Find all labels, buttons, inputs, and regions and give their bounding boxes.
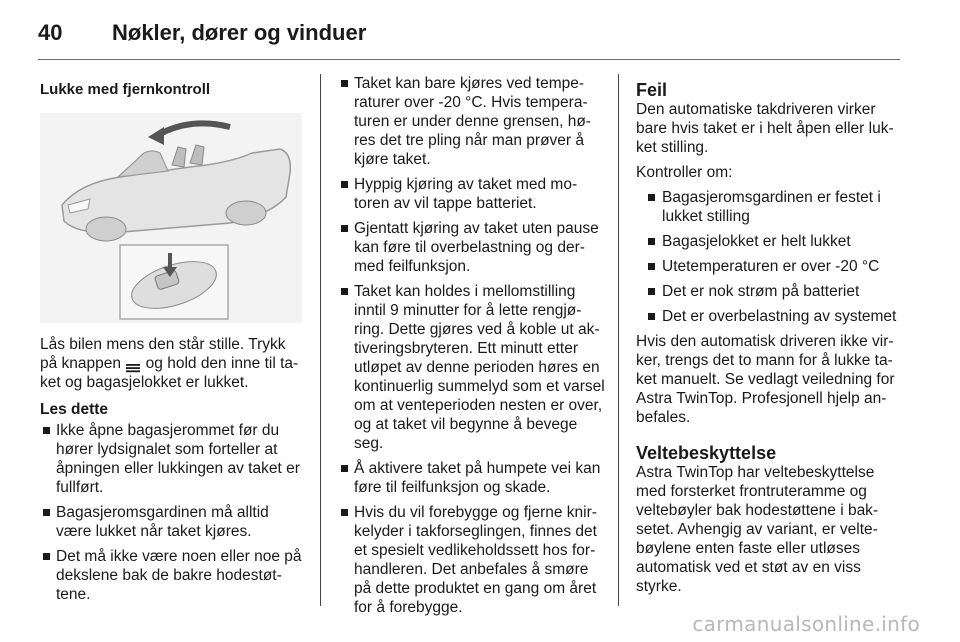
- page-header: [38, 14, 918, 50]
- column-1: [40, 74, 302, 610]
- check-intro: Kontroller om:: [636, 164, 733, 181]
- page-title: Nøkler, dører og vinduer: [112, 20, 367, 45]
- list-item: Bagasjeromsgardinen må alltid være lukket når taket kjøres.: [40, 503, 302, 541]
- rollover-heading: Veltebeskyttelse: [636, 443, 777, 463]
- list-item: Det må ikke være noen eller noe på dekslene bak de bakre hodestøttene.: [40, 547, 302, 604]
- page-number: 40: [38, 20, 63, 45]
- fault-paragraph: Den automatiske takdriveren virker bare hvis taket er i helt åpen eller lukket stilling.: [636, 101, 894, 156]
- rollover-paragraph: Astra TwinTop har veltebeskyttelse med forsterket frontruteramme og veltebøyler bak hodestøttene i baksetet. Avhengig av variant, er veltebøylene enten faste eller utløses automatisk ved et støt av en viss styrke.: [636, 464, 879, 595]
- list-item: Utetemperaturen er over -20 °C: [636, 257, 902, 276]
- column-3: [636, 74, 902, 602]
- list-item: Ikke åpne bagasjerommet før du hører lydsignalet som forteller at åpningen eller lukkingen av taket er fullført.: [40, 421, 302, 497]
- fault-heading: Feil: [636, 80, 668, 100]
- list-item: Taket kan bare kjøres ved temperaturer over -20 °C. Hvis temperaturen er under denne grensen, høres det tre pling når man prøver å kjøre taket.: [338, 74, 606, 169]
- list-item: Hvis du vil forebygge og fjerne knirkelyder i takforseglingen, finnes det et spesielt vedlikeholdssett hos forhandleren. Det anbefales å smøre på dette produktet en gang om året for å forebygge.: [338, 503, 606, 617]
- manual-close-paragraph: Hvis den automatisk driveren ikke virker, trengs det to mann for å lukke taket manuelt. Se vedlagt veiledning for Astra TwinTop. Profesjonell hjelp anbefales.: [636, 333, 895, 426]
- list-item: Hyppig kjøring av taket med motoren av vil tappe batteriet.: [338, 175, 606, 213]
- note-list: [40, 421, 302, 604]
- column-divider-1: [320, 74, 321, 606]
- list-item: Gjentatt kjøring av taket uten pause kan føre til overbelastning og dermed feilfunksjon.: [338, 219, 606, 276]
- list-item: Bagasjelokket er helt lukket: [636, 232, 902, 251]
- column-divider-2: [618, 74, 619, 606]
- intro-text-after: og hold den inne til taket og bagasjelokket er lukket.: [40, 355, 299, 391]
- watermark: carmanualsonline.info: [692, 612, 920, 636]
- list-item: Å aktivere taket på humpete vei kan føre til feilfunksjon og skade.: [338, 459, 606, 497]
- note-heading: Les dette: [40, 401, 109, 418]
- check-list: [636, 188, 902, 326]
- car-remote-illustration-svg: [40, 113, 302, 323]
- roof-close-button-icon: [126, 359, 140, 369]
- intro-text-before: Lås bilen mens den står stille. Trykk på knappen: [40, 336, 286, 372]
- intro-paragraph: [40, 335, 302, 392]
- header-rule: [38, 59, 900, 60]
- section-title: Lukke med fjernkontroll: [40, 81, 211, 98]
- roof-notes-list: [338, 74, 606, 617]
- list-item: Bagasjeromsgardinen er festet i lukket stilling: [636, 188, 902, 226]
- convertible-roof-illustration: [40, 113, 302, 323]
- list-item: Taket kan holdes i mellomstilling inntil 9 minutter for å lette rengjøring. Dette gjøres ved å koble ut aktiveringsbryteren. Ett minutt etter utløpet av denne perioden høres en kontinuerlig summelyd som et varsel om at venteperioden nesten er over, og at taket vil begynne å bevege seg.: [338, 282, 606, 453]
- list-item: Det er nok strøm på batteriet: [636, 282, 902, 301]
- column-2: [338, 74, 606, 623]
- list-item: Det er overbelastning av systemet: [636, 307, 902, 326]
